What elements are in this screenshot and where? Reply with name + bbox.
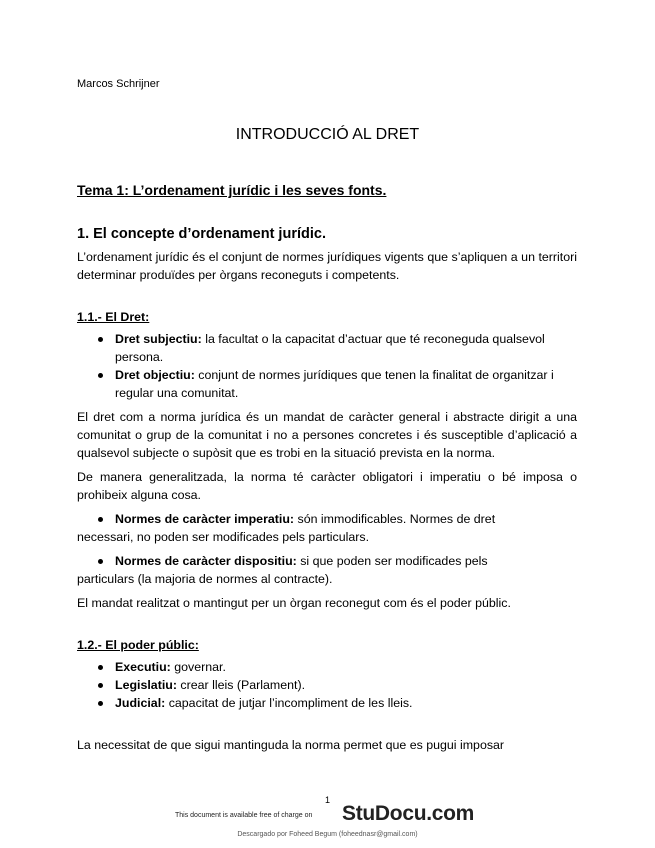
document-body xyxy=(77,180,577,760)
list-item-term: Judicial: xyxy=(115,696,166,710)
list-item-term: Dret objectiu: xyxy=(115,368,195,382)
paragraph-necessitat: La necessitat de que sigui mantinguda la norma permet que es pugui imposar xyxy=(77,738,505,752)
author-name: Marcos Schrijner xyxy=(77,78,160,90)
list-item-text: governar. xyxy=(170,660,226,674)
list-item xyxy=(115,694,577,712)
list-item-text: si que poden ser modificades pels xyxy=(296,554,488,568)
studocu-logo[interactable]: StuDocu.com xyxy=(342,802,475,825)
list-item xyxy=(115,676,577,694)
document-title: INTRODUCCIÓ AL DRET xyxy=(235,126,420,143)
poder-public-list xyxy=(77,658,577,712)
section-1-1-heading: 1.1.- El Dret: xyxy=(77,310,150,324)
section-1-2-heading: 1.2.- El poder públic: xyxy=(77,638,199,652)
page-number: 1 xyxy=(325,795,331,805)
dret-types-list xyxy=(77,330,577,402)
paragraph-norma-generalitzada: De manera generalitzada, la norma té caràcter obligatori i imperatiu o bé imposa o prohibeix alguna cosa. xyxy=(77,470,577,502)
list-item-term: Normes de caràcter dispositiu: xyxy=(115,554,297,568)
list-item-text: són immodificables. Normes de dret xyxy=(294,512,496,526)
tema-heading: Tema 1: L’ordenament jurídic i les seves fonts. xyxy=(77,182,387,198)
paragraph-mandat: El mandat realitzat o mantingut per un òrgan reconegut com és el poder públic. xyxy=(77,596,511,610)
list-item-text: capacitat de jutjar l’incompliment de les lleis. xyxy=(165,696,413,710)
list-item-text: la facultat o la capacitat d’actuar que té reconeguda qualsevol persona. xyxy=(115,332,545,364)
list-item-term: Executiu: xyxy=(115,660,171,674)
list-item-continuation: particulars (la majoria de normes al contracte). xyxy=(77,572,333,586)
list-item xyxy=(115,330,577,366)
list-item-term: Dret subjectiu: xyxy=(115,332,202,346)
list-item xyxy=(115,366,577,402)
section-1-heading: 1. El concepte d’ordenament jurídic. xyxy=(77,226,326,242)
list-item-term: Legislatiu: xyxy=(115,678,177,692)
list-item-continuation: necessari, no poden ser modificades pels particulars. xyxy=(77,530,370,544)
list-item xyxy=(115,658,577,676)
footer-free-text: This document is available free of charge on xyxy=(175,812,313,819)
section-1-intro: L’ordenament jurídic és el conjunt de normes jurídiques vigents que s’apliquen a un territori determinar produïdes per òrgans reconeguts i competents. xyxy=(77,250,577,282)
list-item-dispositiu xyxy=(77,552,577,570)
list-item-text: conjunt de normes jurídiques que tenen la finalitat de organitzar i regular una comunitat. xyxy=(115,368,554,400)
footer-download-text: Descargado por Foheed Begum (foheednasr@gmail.com) xyxy=(237,831,418,838)
list-item-term: Normes de caràcter imperatiu: xyxy=(115,512,295,526)
list-item-imperatiu xyxy=(77,510,577,528)
list-item-text: crear lleis (Parlament). xyxy=(176,678,306,692)
paragraph-norma-juridica: El dret com a norma jurídica és un mandat de caràcter general i abstracte dirigit a una comunitat o grup de la comunitat i no a persones concretes i és susceptible d’aplicació a qualsevol subjecte o supòsit que es trobi en la situació prevista en la norma. xyxy=(77,410,577,460)
